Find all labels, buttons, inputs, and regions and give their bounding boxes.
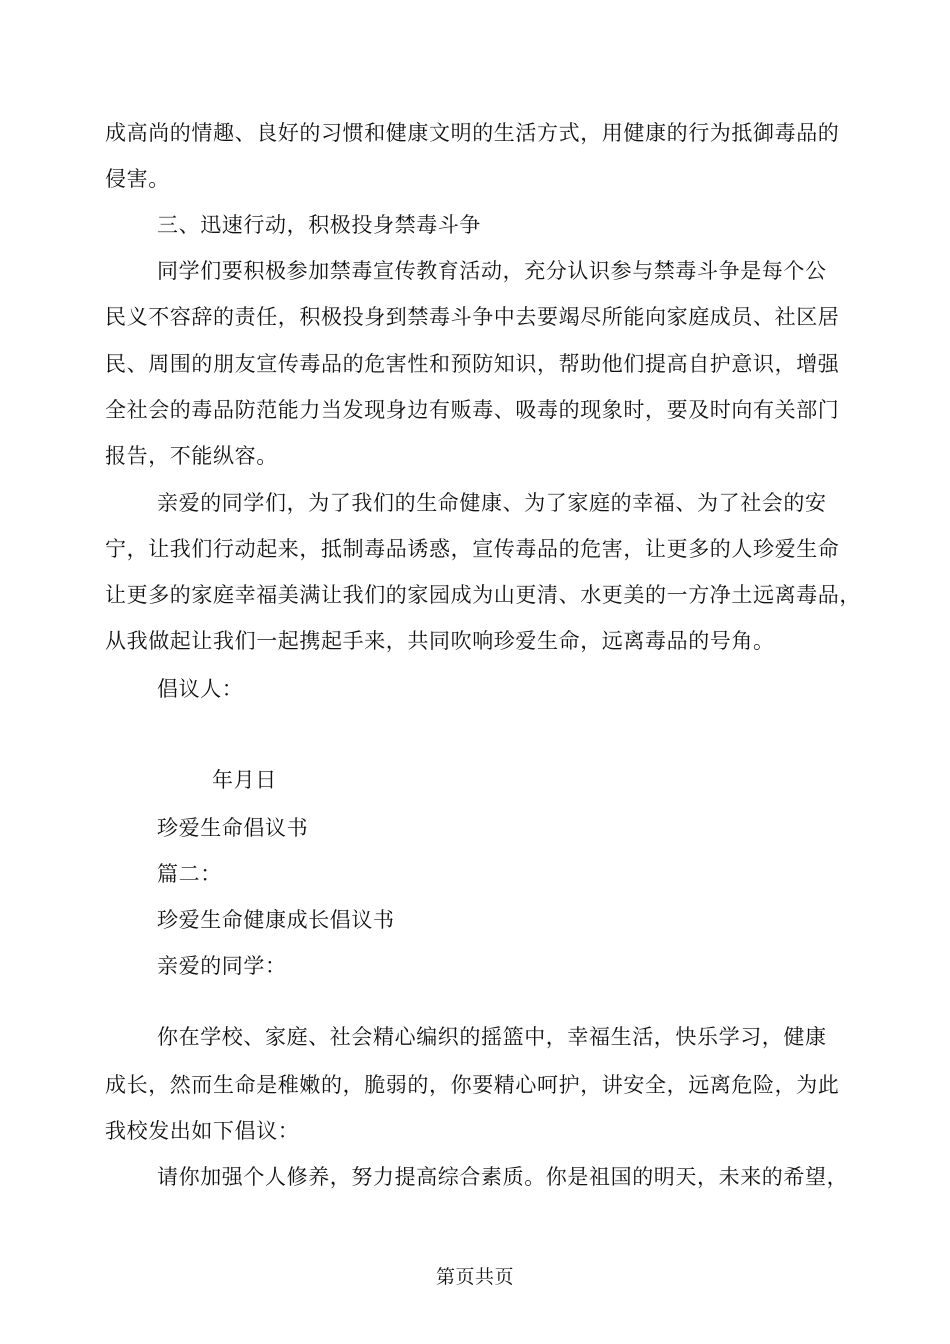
body-line: 民义不容辞的责任，积极投身到禁毒斗争中去要竭尽所能向家庭成员、社区居 — [105, 305, 840, 329]
signatory-label: 倡议人： — [157, 677, 244, 701]
document-title: 珍爱生命健康成长倡议书 — [157, 908, 395, 932]
body-line: 民、周围的朋友宣传毒品的危害性和预防知识，帮助他们提高自护意识，增强 — [105, 352, 840, 376]
chapter-label: 篇二： — [157, 862, 222, 886]
body-line: 全社会的毒品防范能力当发现身边有贩毒、吸毒的现象时，要及时向有关部门 — [105, 398, 840, 422]
body-line: 宁，让我们行动起来，抵制毒品诱惑，宣传毒品的危害，让更多的人珍爱生命 — [105, 537, 840, 561]
salutation: 亲爱的同学： — [157, 954, 287, 978]
body-line: 成高尚的情趣、良好的习惯和健康文明的生活方式，用健康的行为抵御毒品的 — [105, 121, 840, 145]
body-line: 报告，不能纵容。 — [105, 444, 278, 468]
body-line: 从我做起让我们一起携起手来，共同吹响珍爱生命，远离毒品的号角。 — [105, 629, 775, 653]
body-line: 亲爱的同学们，为了我们的生命健康、为了家庭的幸福、为了社会的安 — [157, 491, 827, 515]
body-line: 成长，然而生命是稚嫩的，脆弱的，你要精心呵护，讲安全，远离危险，为此 — [105, 1073, 840, 1097]
body-line: 我校发出如下倡议： — [105, 1119, 300, 1143]
section-heading: 三、迅速行动，积极投身禁毒斗争 — [157, 213, 481, 237]
body-line: 让更多的家庭幸福美满让我们的家园成为山更清、水更美的一方净土远离毒品， — [105, 583, 861, 607]
body-line: 侵害。 — [105, 167, 170, 191]
body-line: 请你加强个人修养，努力提高综合素质。你是祖国的明天，未来的希望， — [157, 1165, 849, 1189]
body-line: 同学们要积极参加禁毒宣传教育活动，充分认识参与禁毒斗争是每个公 — [157, 259, 827, 283]
date-line: 年月日 — [212, 768, 277, 792]
document-title: 珍爱生命倡议书 — [157, 816, 309, 840]
page-footer: 第页共页 — [435, 1266, 514, 1288]
body-line: 你在学校、家庭、社会精心编织的摇篮中，幸福生活，快乐学习，健康 — [157, 1025, 827, 1049]
